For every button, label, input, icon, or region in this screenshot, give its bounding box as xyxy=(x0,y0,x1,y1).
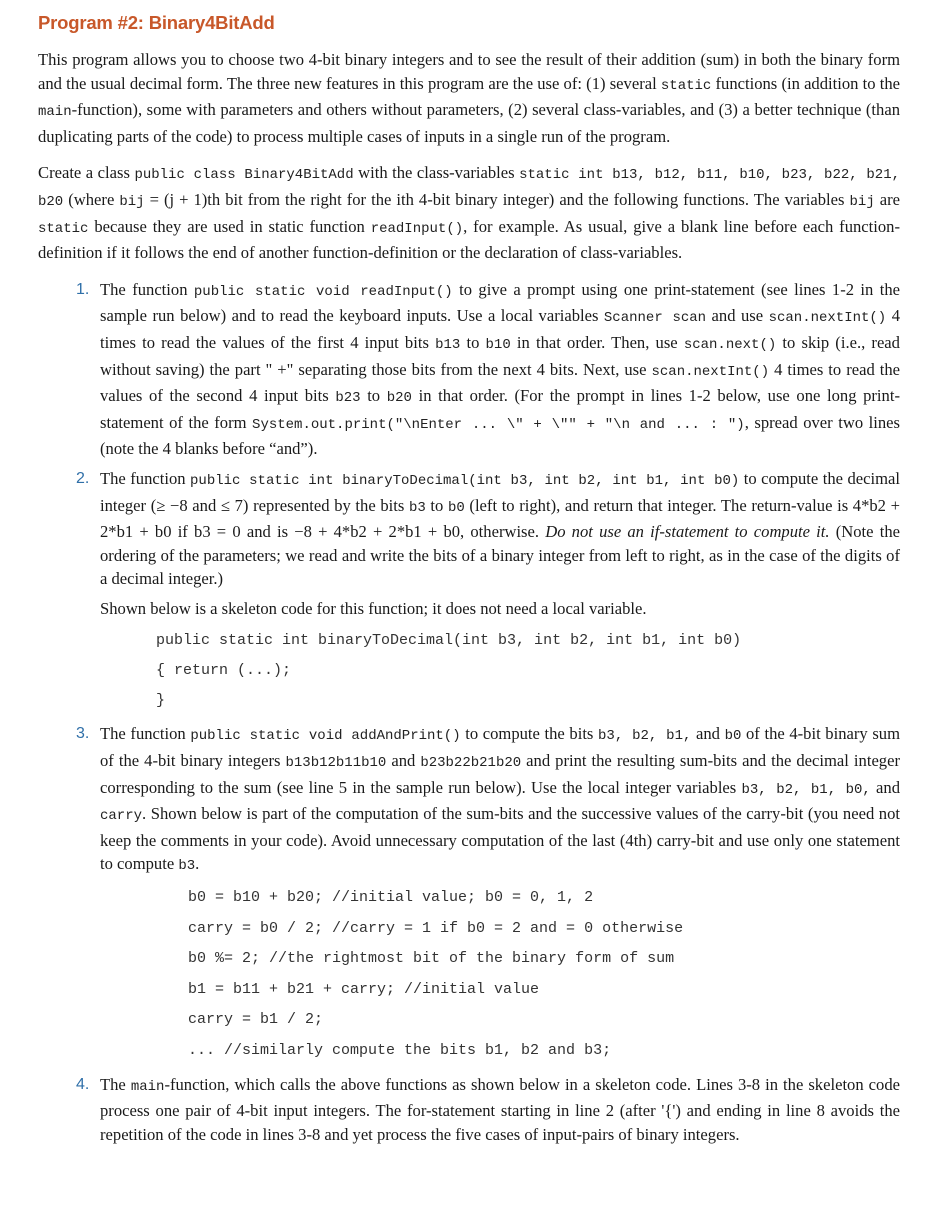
item-number: 4. xyxy=(76,1075,90,1093)
inline-code: b0 xyxy=(724,728,742,745)
text: , spread over two lines (note the 4 blanks before “and”). xyxy=(100,412,900,459)
inline-code: System.out.print("\nEnter ... \" + \"" + "\n and ... : ") xyxy=(252,416,745,433)
text: = (j + 1)th bit from the right for the ith 4-bit binary integer) and the following functions. The variables xyxy=(144,189,850,209)
code-line: b1 = b11 + b21 + carry; //initial value xyxy=(188,980,540,998)
inline-code: b3, b2, b1, b0, xyxy=(741,781,871,798)
text: functions (in addition to the xyxy=(711,73,901,93)
text: and xyxy=(691,724,725,744)
inline-code: main xyxy=(38,104,72,121)
text: The xyxy=(100,1074,131,1094)
inline-code: b23b22b21b20 xyxy=(420,755,522,772)
item-number: 3. xyxy=(76,725,90,743)
code-line: ... //similarly compute the bits b1, b2 and b3; xyxy=(188,1042,612,1059)
code-line: { return (...); xyxy=(156,662,292,680)
item-text xyxy=(100,467,900,591)
code-line: b0 %= 2; //the rightmost bit of the binary form of sum xyxy=(188,950,675,968)
inline-code: static int b13, b12, b11, b10, b23, b22, b21, b20 xyxy=(38,167,901,210)
code-line: public static int binaryToDecimal(int b3, int b2, int b1, int b0) xyxy=(156,632,742,650)
list-item-4 xyxy=(38,1073,900,1147)
emphasis-text: Do not use an if-statement to compute it. xyxy=(545,522,830,542)
text: (where xyxy=(63,189,120,209)
inline-code: public static int binaryToDecimal(int b3, int b2, int b1, int b0) xyxy=(190,472,740,489)
text: with the class-variables xyxy=(353,163,520,183)
inline-code: scan.nextInt() xyxy=(768,310,887,327)
code-line: carry = b1 / 2; xyxy=(188,1011,324,1029)
inline-code: bij xyxy=(119,193,145,210)
text: to xyxy=(460,332,486,352)
text: The function xyxy=(100,279,194,299)
code-line: carry = b0 / 2; //carry = 1 if b0 = 2 and = 0 otherwise xyxy=(188,919,684,937)
list-item-3 xyxy=(38,722,900,1066)
inline-code: static xyxy=(38,220,89,237)
text: of the 4-bit binary sum of the 4-bit binary integers xyxy=(100,724,900,771)
item-number: 1. xyxy=(76,280,90,298)
list-item-2 xyxy=(38,467,900,717)
text: -function), some with parameters and others without parameters, (2) several class-variables, and (3) a better technique (than duplicating parts of the code) to process multiple cases of inputs in a single run of the program. xyxy=(38,100,900,146)
inline-code: b3 xyxy=(178,858,196,875)
inline-code: bij xyxy=(849,193,875,210)
inline-code: Scanner scan xyxy=(603,310,707,327)
inline-code: b23 xyxy=(335,390,361,407)
text: and use xyxy=(706,306,769,326)
inline-code: public static void readInput() xyxy=(193,283,453,300)
text: to xyxy=(425,495,448,515)
text: because they are used in static function xyxy=(88,216,371,236)
text: . xyxy=(195,854,200,874)
text: and print the resulting sum-bits and the decimal integer corresponding to the sum (see line 5 in the sample run below). Use the local integer variables xyxy=(100,751,900,797)
text: and xyxy=(386,751,421,771)
text: This program allows you to choose two 4-bit binary integers and to see the result of their addition (sum) in both the binary form and the usual decimal form. The three new features in this program are the use of: (1) several xyxy=(38,50,900,93)
skeleton-intro: Shown below is a skeleton code for this function; it does not need a local variable. xyxy=(100,598,647,618)
inline-code: carry xyxy=(100,808,143,825)
text: 4 times to read the values of the second 4 input bits xyxy=(100,359,900,406)
text: The function xyxy=(100,468,191,488)
item-text xyxy=(100,278,900,461)
inline-code: public static void addAndPrint() xyxy=(190,728,461,745)
text: -function, which calls the above functions as shown below in a skeleton code. Lines 3-8 in the skeleton code process one pair of 4-bit input integers. The for-statement starting in line 2 (after '{') and ending in line 8 avoids the repetition of the code in lines 3-8 and yet process the five cases of input-pairs of binary integers. xyxy=(100,1074,900,1144)
text: to xyxy=(360,386,387,406)
text: 4 times to read the values of the first 4 input bits xyxy=(100,306,900,352)
text: to give a prompt using one print-statement (see lines 1-2 in the sample run below) and to read the keyboard inputs. Use a local variables xyxy=(100,279,900,326)
code-line: b0 = b10 + b20; //initial value; b0 = 0, 1, 2 xyxy=(188,889,594,907)
text: (left to right), and return that integer. The return-value is 4*b2 + 2*b1 + b0 if b3 = 0 and is −8 + 4*b2 + 2*b1 + b0, otherwise. xyxy=(100,495,900,542)
text: in that order. (For the prompt in lines 1-2 below, use one long print-statement of the form xyxy=(100,386,900,432)
inline-code: scan.nextInt() xyxy=(651,363,770,380)
text: . Shown below is part of the computation of the sum-bits and the successive values of the carry-bit (you need not keep the comments in your code). Avoid unnecessary computation of the last (4th) carry-bit and use only one statement to compute xyxy=(100,804,900,874)
text: in that order. Then, use xyxy=(510,332,684,352)
intro-paragraph xyxy=(38,48,900,148)
inline-code: static xyxy=(660,77,712,94)
item-text xyxy=(100,1073,900,1147)
text: and xyxy=(870,777,900,797)
text: to skip (i.e., read without saving) the part " +" separating those bits from the next 4 bits. Next, use xyxy=(100,332,900,379)
text: to compute the bits xyxy=(460,724,599,744)
inline-code: b3 xyxy=(408,499,426,516)
inline-code: b13b12b11b10 xyxy=(285,755,387,772)
text: , for example. As usual, give a blank line before each function-definition if it follows the end of another function-definition or the declaration of class-variables. xyxy=(38,216,900,263)
text: Create a class xyxy=(38,163,135,183)
text: (Note the ordering of the parameters; we read and write the bits of a binary integer from left to right, as in the case of the digits of a decimal integer.) xyxy=(100,522,900,589)
inline-code: b0 xyxy=(447,499,465,516)
item-number: 2. xyxy=(76,469,90,487)
inline-code: b13 xyxy=(435,336,461,353)
inline-code: b10 xyxy=(485,336,511,353)
inline-code: main xyxy=(130,1078,165,1095)
program-title: Program #2: Binary4BitAdd xyxy=(38,12,275,33)
inline-code: scan.next() xyxy=(683,336,777,353)
inline-code: readInput() xyxy=(370,220,464,237)
text: to compute the decimal integer (≥ −8 and ≤ 7) represented by the bits xyxy=(100,468,900,515)
function-list xyxy=(38,278,900,1147)
code-line: } xyxy=(156,692,166,710)
skeleton-code-block xyxy=(100,626,900,716)
text: are xyxy=(874,189,901,209)
sum-code-block xyxy=(100,883,900,1067)
list-item-1 xyxy=(38,278,900,461)
inline-code: b20 xyxy=(386,390,412,407)
item-text xyxy=(100,722,900,879)
inline-code: public class Binary4BitAdd xyxy=(134,167,354,184)
inline-code: b3, b2, b1, xyxy=(598,728,692,745)
create-class-paragraph xyxy=(38,161,900,264)
text: The function xyxy=(100,724,191,744)
